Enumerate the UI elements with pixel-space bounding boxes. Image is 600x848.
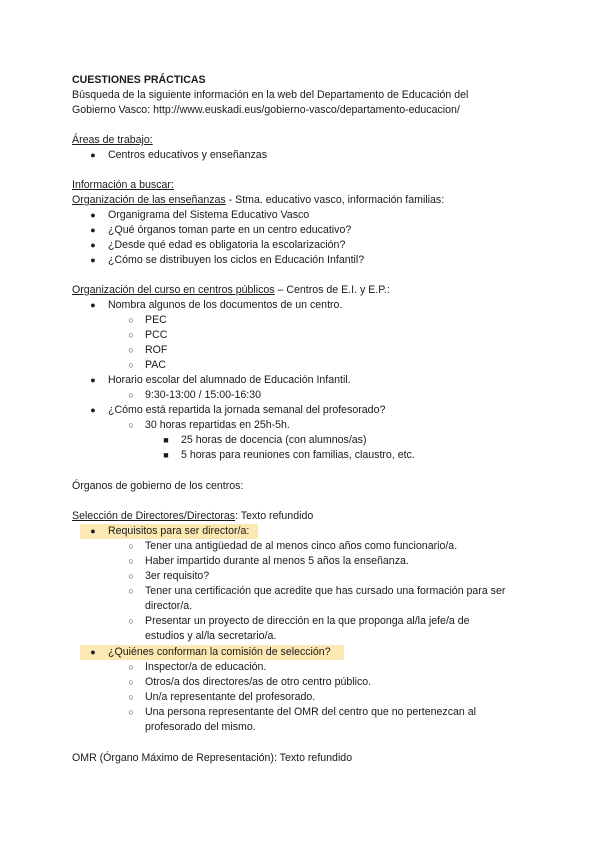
org-ensenanzas-rest: - Stma. educativo vasco, información familias: <box>225 194 445 206</box>
seleccion-label: Selección de Directores/Directoras <box>72 510 236 522</box>
org-curso-label: Organización del curso en centros públicos <box>72 284 275 296</box>
sub-list-item: PAC <box>145 359 166 371</box>
bullet-marker: ● <box>90 240 96 250</box>
sub-list-item: Tener una certificación que acredite que has cursado una formación para ser <box>145 585 506 597</box>
list-item: Horario escolar del alumnado de Educación Infantil. <box>108 374 351 386</box>
seleccion-line <box>72 509 313 524</box>
circle-marker: ○ <box>128 330 134 340</box>
intro-line-2: Gobierno Vasco: http://www.euskadi.eus/gobierno-vasco/departamento-educacion/ <box>72 104 460 116</box>
circle-marker: ○ <box>128 390 134 400</box>
areas-heading: Áreas de trabajo: <box>72 134 153 146</box>
org-curso-rest: – Centros de E.I. y E.P.: <box>274 284 390 296</box>
sub-list-item: Otros/a dos directores/as de otro centro público. <box>145 676 372 688</box>
org-ensenanzas-line <box>72 193 444 208</box>
sub-list-item: 30 horas repartidas en 25h-5h. <box>145 419 290 431</box>
circle-marker: ○ <box>128 420 134 430</box>
sub-sub-list-item: 5 horas para reuniones con familias, claustro, etc. <box>181 449 415 461</box>
circle-marker: ○ <box>128 571 134 581</box>
requisitos-label: Requisitos para ser director/a: <box>108 525 250 537</box>
list-item: ¿Qué órganos toman parte en un centro educativo? <box>108 224 352 236</box>
list-item: ¿Cómo se distribuyen los ciclos en Educación Infantil? <box>108 254 365 266</box>
comision-label: ¿Quiénes conforman la comisión de selección? <box>108 646 331 658</box>
circle-marker: ○ <box>128 541 134 551</box>
sub-list-item-continuation: estudios y al/la secretario/a. <box>145 630 277 642</box>
sub-sub-list-item: 25 horas de docencia (con alumnos/as) <box>181 434 367 446</box>
circle-marker: ○ <box>128 692 134 702</box>
list-item: ¿Cómo está repartida la jornada semanal del profesorado? <box>108 404 386 416</box>
bullet-marker: ● <box>90 647 96 657</box>
circle-marker: ○ <box>128 707 134 717</box>
org-curso-line <box>72 283 390 298</box>
sub-list-item: PEC <box>145 314 167 326</box>
intro-line-1: Búsqueda de la siguiente información en la web del Departamento de Educación del <box>72 89 469 101</box>
list-item: ¿Desde qué edad es obligatoria la escolarización? <box>108 239 346 251</box>
seleccion-rest: : Texto refundido <box>235 510 314 522</box>
circle-marker: ○ <box>128 677 134 687</box>
bullet-marker: ● <box>90 255 96 265</box>
sub-list-item: Un/a representante del profesorado. <box>145 691 316 703</box>
list-item: Organigrama del Sistema Educativo Vasco <box>108 209 310 221</box>
bullet-marker: ● <box>90 375 96 385</box>
sub-list-item: Una persona representante del OMR del centro que no pertenezcan al <box>145 706 476 718</box>
list-item: Nombra algunos de los documentos de un centro. <box>108 299 343 311</box>
sub-list-item: 9:30-13:00 / 15:00-16:30 <box>145 389 262 401</box>
document-title: CUESTIONES PRÁCTICAS <box>72 74 206 86</box>
bullet-marker: ● <box>90 225 96 235</box>
sub-list-item-continuation: profesorado del mismo. <box>145 721 256 733</box>
sub-list-item-continuation: director/a. <box>145 600 193 612</box>
bullet-marker: ● <box>90 405 96 415</box>
sub-list-item: 3er requisito? <box>145 570 210 582</box>
bullet-marker: ● <box>90 300 96 310</box>
bullet-marker: ● <box>90 150 96 160</box>
sub-list-item: Inspector/a de educación. <box>145 661 267 673</box>
circle-marker: ○ <box>128 616 134 626</box>
circle-marker: ○ <box>128 556 134 566</box>
circle-marker: ○ <box>128 360 134 370</box>
bullet-marker: ● <box>90 210 96 220</box>
areas-item: Centros educativos y enseñanzas <box>108 149 267 161</box>
circle-marker: ○ <box>128 345 134 355</box>
circle-marker: ○ <box>128 662 134 672</box>
info-heading: Información a buscar: <box>72 179 174 191</box>
sub-list-item: ROF <box>145 344 168 356</box>
circle-marker: ○ <box>128 315 134 325</box>
sub-list-item: PCC <box>145 329 168 341</box>
sub-list-item: Haber impartido durante al menos 5 años la enseñanza. <box>145 555 409 567</box>
square-marker: ■ <box>163 435 169 445</box>
circle-marker: ○ <box>128 586 134 596</box>
omr-line: OMR (Órgano Máximo de Representación): Texto refundido <box>72 752 353 764</box>
sub-list-item: Presentar un proyecto de dirección en la que proponga al/la jefe/a de <box>145 615 470 627</box>
organos-heading: Órganos de gobierno de los centros: <box>72 480 244 492</box>
org-ensenanzas-label: Organización de las enseñanzas <box>72 194 226 206</box>
square-marker: ■ <box>163 450 169 460</box>
bullet-marker: ● <box>90 526 96 536</box>
sub-list-item: Tener una antigüedad de al menos cinco años como funcionario/a. <box>145 540 458 552</box>
